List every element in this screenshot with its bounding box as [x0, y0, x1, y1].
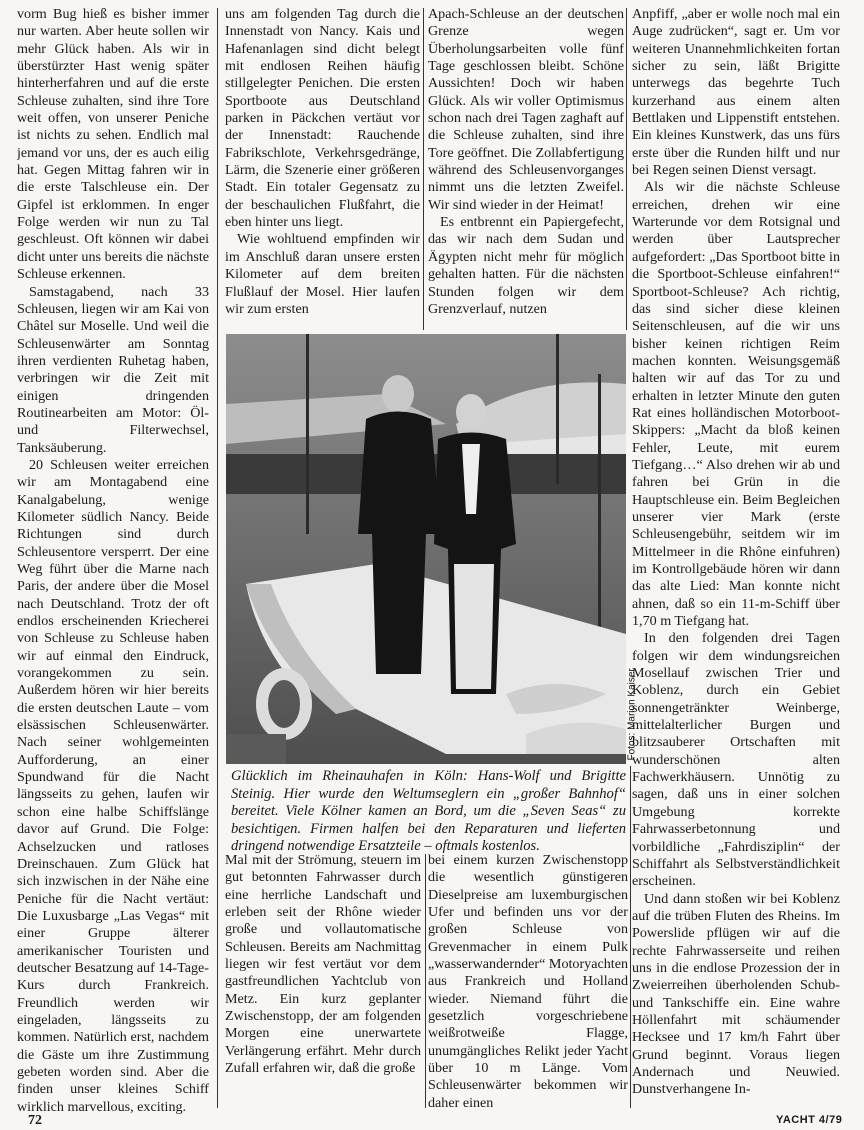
magazine-issue: YACHT 4/79: [776, 1114, 843, 1126]
paragraph: Samstagabend, nach 33 Schleusen, liegen wir am Kai von Châtel sur Moselle. Und weil die Schleusenwärter am Sonntag ihren verdienten Ruhetag haben, verbringen wir die Zeit mit einigen dringenden Routinearbeiten am Motor: Öl- und Filterwechsel, Tanksäuberung.: [17, 283, 209, 456]
harbor-photo: [226, 334, 626, 764]
paragraph: uns am folgenden Tag durch die Innenstadt von Nancy. Kais und Hafenanlagen sind dicht belegt mit endlosen Reihen häufig stillgelegter Penichen. Die ersten Sportboote aus Deutschland parken in Päckchen vertäut vor der Innenstadt: Rauchende Fabrikschlote, Verkehrsgedränge, Lärm, die Szenerie einer größeren Stadt. Ein totaler Gegensatz zu der beschaulichen Flußfahrt, die eben hinter uns liegt.: [225, 6, 420, 231]
column-divider: [423, 8, 424, 330]
paragraph: 20 Schleusen weiter erreichen wir am Montagabend eine Kanalgabelung, wenige Kilometer südlich Nancy. Beide Richtungen sind durch Schleusentore versperrt. Der eine Weg führt über die Marne nach Paris, der andere über die Mosel nach Deutschland. Trotz der oft endlos erscheinenden Kriecherei von Schleuse zu Schleuse haben wir auf einmal den Eindruck, vorangekommen zu sein. Außerdem hören wir hier bereits die ersten deutschen Laute – vom elsässischen Schleusenwärter. Nach seiner wohlgemeinten Aufforderung, an einer Spundwand für die Nacht längsseits zu gehen, laufen wir schon eine halbe Schiffslänge davor auf Grund. Die Folge: Achselzucken und ratloses Dreinschauen. Zum Glück hat sich inzwischen in der Nähe eine Peniche für die Nacht vertäut: Die Luxusbarge „Las Vegas“ mit einer Gruppe älterer amerikanischer Touristen und deutscher Besatzung auf 14-Tage-Kurs durch Frankreich. Freundlich werden wir eingeladen, längsseits zu kommen. Natürlich erst, nachdem die Gäste um ihre Zustimmung gebeten worden sind. Aber die finden unser kleines Schiff wirklich marvellous, exciting.: [17, 456, 209, 1115]
article-column-3-bottom: [428, 852, 628, 1112]
column-divider: [217, 8, 218, 1108]
column-divider: [626, 8, 627, 330]
photo-illustration: [226, 334, 626, 764]
paragraph: bei einem kurzen Zwischenstopp die wesentlich günstigeren Dieselpreise am luxemburgischen Ufer und befinden uns vor der großen Schleuse von Grevenmacher in einem Pulk „wasserwandernder“ Motoryachten aus Frankreich und Holland wieder. Niemand führt die gesetzlich vorgeschriebene weißrotweiße Flagge, unumgängliches Relikt jeder Yacht über 10 m Länge. Vom Schleusenwärter bekommen wir daher einen: [428, 852, 628, 1111]
paragraph: Es entbrennt ein Papiergefecht, das wir nach dem Sudan und Ägypten nicht mehr für möglich gehalten hatten. Für die nächsten Stunden folgen wir dem Grenzverlauf, nutzen: [428, 214, 624, 317]
page-number: 72: [28, 1113, 42, 1128]
paragraph: Als wir die nächste Schleuse erreichen, drehen wir eine Warterunde vor dem Rotsignal und werden über Lautsprecher aufgefordert: „Das Sportboot bitte in die Sportboot-Schleuse einfahren!“ Sportboot-Schleuse? Ach richtig, das sind sicher diese kleinen Seitenschleusen, auf die wir uns bisher keinen richtigen Reim machen konnten. Weisungsgemäß halten wir auf das Tor zu und erhalten in letzter Minute den guten Rat eines holländischen Motorboot-Skippers: „Macht da bloß keinen Fehler, Leute, mit eurem Tiefgang…“ Also drehen wir ab und fahren bei Grün in die Hauptschleuse ein. Beim Begleichen unserer vier Mark (erste Schleusengebühr, seitdem wir im Mittelmeer in die Rhône einfuhren) im Kontrollgebäude hören wir dann das alte Lied: Man konnte nicht ahnen, daß so ein 11-m-Schiff über 1,70 m Tiefgang hat.: [632, 179, 840, 630]
article-column-2-bottom: [225, 852, 421, 1112]
paragraph: Anpfiff, „aber er wolle noch mal ein Auge zudrücken“, sagt er. Um vor weiteren Unannehmlichkeiten fortan sicher zu sein, läßt Brigitte unterwegs das begehrte Tuch kurzerhand aus einem alten Bettlaken und Lippenstift entstehen. Ein kleines Kunstwerk, das uns fürs erste über die Runden hilft und nur bei Regen seinen Dienst versagt.: [632, 6, 840, 179]
column-divider: [425, 854, 426, 1108]
column-divider: [630, 766, 631, 1108]
paragraph: Apach-Schleuse an der deutschen Grenze wegen Überholungsarbeiten volle fünf Tage geschlossen bleibt. Schöne Aussichten! Doch wir haben Glück. Als wir voller Optimismus schon nach drei Tagen zaghaft auf die Schleuse zuhalten, sind ihre Tore geöffnet. Die Zollabfertigung während des Schleusenvorganges nimmt uns die letzten Zweifel. Wir sind wieder in der Heimat!: [428, 6, 624, 213]
paragraph: Und dann stoßen wir bei Koblenz auf die trüben Fluten des Rheins. Im Powerslide pflügen wir auf die rechte Fahrwasserseite und reihen uns in die endlose Prozession der in Zweierreihen überholenden Schub- und Tankschiffe ein. Eine wahre Höllenfahrt mit schäumender Hecksee und 17 km/h Fahrt über Grund beginnt. Voraus liegen Andernach und Neuwied. Dunstverhangene In-: [632, 890, 840, 1098]
photo-caption: Glücklich im Rheinauhafen in Köln: Hans-Wolf und Brigitte Steinig. Hier wurde den Weltumseglern ein „großer Bahnhof“ bereitet. Viele Kölner kamen an Bord, um die „Seven Seas“ zu besichtigen. Firmen halfen bei den Reparaturen und lieferten dringend notwendige Ersatzteile – oftmals kostenlos.: [231, 768, 626, 854]
article-column-3-top: [428, 6, 624, 332]
photo-credit-text: Fotos: Marion Kaiser: [626, 668, 638, 761]
paragraph: Mal mit der Strömung, steuern im gut betonnten Fahrwasser durch eine herrliche Landschaft und erleben seit der Rhône wieder große und vollautomatische Schleusen. Bereits am Nachmittag liegen wir fest vertäut vor dem gastfreundlichen Yachtclub von Metz. Ein kurz geplanter Zwischenstopp, der am folgenden Morgen eine unerwartete Verlängerung erfährt. Mehr durch Zufall erfahren wir, daß die große: [225, 852, 421, 1077]
paragraph: vorm Bug hieß es bisher immer nur warten. Aber heute sollen wir mehr Glück haben. Als wir in überstürzter Hast wenig später hinterherfahren und auf die erste Schleuse zuhalten, sind ihre Tore weit offen, von unserer Peniche ist nichts zu sehen. Endlich mal jemand vor uns, der es auch eilig hat. Gegen Mittag fahren wir in die erste Talschleuse ein. Der Gipfel ist erklommen. In enger Folge werden wir nun zu Tal geschleust. Oft können wir dabei dicht unter uns bereits die nächste Schleuse erkennen.: [17, 6, 209, 283]
article-column-1: [17, 6, 209, 1116]
paragraph: Wie wohltuend empfinden wir im Anschluß daran unsere ersten Kilometer auf dem breiten Flußlauf der Mosel. Hier laufen wir zum ersten: [225, 231, 420, 317]
photo-credit: [626, 636, 638, 766]
paragraph: In den folgenden drei Tagen folgen wir dem windungsreichen Mosellauf zwischen Trier und Koblenz, durch ein Gebiet sonnengetränkter Weinberge, mittelalterlicher Burgen und blitzsauberer Ortschaften mit wunderschönen alten Fachwerkhäusern. Unnötig zu sagen, daß uns in einer solchen Umgebung korrekte Fahrwasserbetonnung und vorbildliche „Fahrdisziplin“ der Schiffahrt als Selbstverständlichkeit erscheinen.: [632, 630, 840, 890]
article-column-4: [632, 6, 840, 1116]
article-column-2-top: [225, 6, 420, 332]
